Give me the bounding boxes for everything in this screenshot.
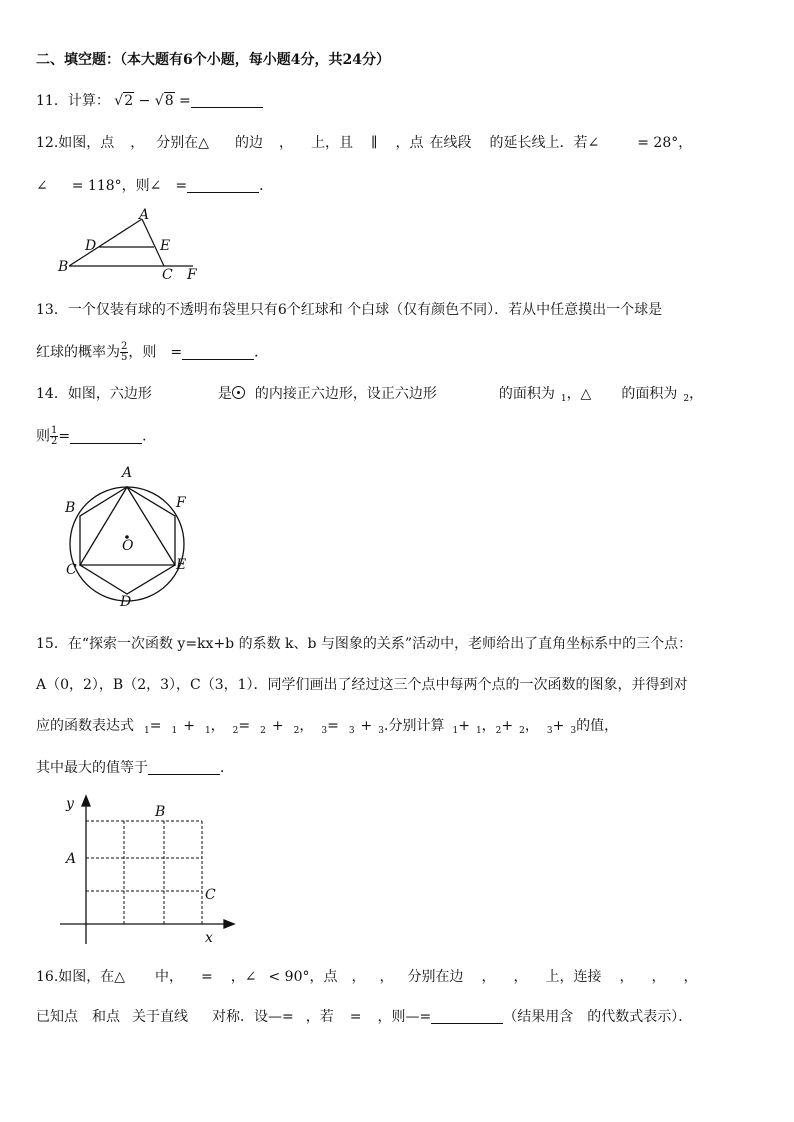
- q15-label-a: A: [66, 851, 77, 867]
- q13-fraction: $\frac{2}{5}$: [121, 341, 128, 363]
- q12-label-d: D: [85, 238, 97, 254]
- q11-prefix: 11．计算：: [36, 93, 110, 109]
- q14-fraction: $\frac{1}{2}$: [51, 425, 58, 447]
- q12-label-b: B: [58, 259, 69, 275]
- q11-sqrt-a: √2: [114, 93, 134, 109]
- q15-label-c: C: [205, 887, 216, 903]
- q12-figure: [52, 205, 212, 281]
- q14-label-c: C: [66, 562, 77, 578]
- q11-answer-blank[interactable]: [191, 93, 263, 108]
- q14-figure: [60, 460, 200, 610]
- q14-label-d: D: [120, 594, 132, 610]
- circle-dot-icon: [232, 386, 245, 399]
- q14-label-o: O: [122, 538, 134, 554]
- q15-y-arrow: [82, 796, 90, 806]
- q12-label-c: C: [162, 267, 173, 281]
- question-13-line-2: 红球的概率为 $\frac{2}{5}$ ，则 = ．: [36, 341, 269, 363]
- q13-answer-blank[interactable]: [182, 345, 254, 360]
- q11-sqrt-b: √8: [154, 93, 174, 109]
- q12-label-e: E: [160, 238, 171, 254]
- question-15-line-4: 其中最大的值等于 ．: [36, 760, 234, 776]
- q14-label-a: A: [122, 465, 133, 481]
- question-14-line-1: 14．如图，六边形 是 的内接正六边形，设正六边形 的面积为 $_1$，△ 的面积为 $_2$，: [36, 386, 704, 404]
- section-title: 二、填空题：（本大题有6个小题，每小题4分，共24分）: [36, 52, 390, 68]
- question-13-line-1: 13．一个仅装有球的不透明布袋里只有6个红球和 个白球（仅有颜色不同）．若从中任意摸出一个球是: [36, 302, 663, 318]
- question-12-line-1: 12.如图，点 ， 分别在△ 的边 ， 上，且 ∥ ，点 在线段 的延长线上．若∠ = 28°，: [36, 135, 693, 151]
- q15-x-arrow: [224, 920, 234, 928]
- q14-answer-blank[interactable]: [70, 429, 142, 444]
- question-15-line-3: 应的函数表达式 $_1$= $_1$ + $_1$， $_2$= $_2$ + $_2$， $_3$= $_3$ + $_3$.分别计算 $_1$+ $_1$，$_2$+ $_2$， $_3$+ $_3$的值，: [36, 718, 619, 736]
- q15-answer-blank[interactable]: [148, 760, 220, 775]
- q16-answer-blank[interactable]: [431, 1009, 503, 1024]
- q12-segment-ba: [69, 219, 142, 266]
- question-16-line-2: 已知点 和点 关于直线 对称．设—= ，若 = ，则—= （结果用含 的代数式表示）．: [36, 1009, 693, 1025]
- q15-figure: [54, 790, 244, 950]
- question-16-line-1: 16.如图，在△ 中， = ，∠ < 90°，点 ， ， 分别在边 ， ， 上，连接 ， ， ，: [36, 969, 698, 985]
- q15-label-x: x: [205, 930, 213, 946]
- question-11: 11．计算： √2 − √8 =: [36, 91, 263, 111]
- question-14-line-2: 则 $\frac{1}{2}$ = ．: [36, 425, 157, 447]
- q14-label-e: E: [176, 557, 187, 573]
- q15-label-b: B: [155, 804, 166, 820]
- q15-label-y: y: [66, 796, 74, 812]
- question-12-line-2: ∠ = 118°，则∠ = ．: [36, 178, 274, 194]
- q12-answer-blank[interactable]: [187, 178, 259, 193]
- q12-label-f: F: [187, 267, 197, 281]
- q14-label-b: B: [65, 500, 76, 516]
- q14-label-f: F: [176, 495, 186, 511]
- question-15-line-1: 15．在“探索一次函数 y=kx+b 的系数 k、b 与图象的关系”活动中，老师给出了直角坐标系中的三个点：: [36, 636, 693, 652]
- q12-label-a: A: [139, 207, 150, 223]
- question-15-line-2: A（0，2），B（2，3），C（3，1）．同学们画出了经过这三个点中每两个点的一次函数的图象，并得到对: [36, 677, 688, 693]
